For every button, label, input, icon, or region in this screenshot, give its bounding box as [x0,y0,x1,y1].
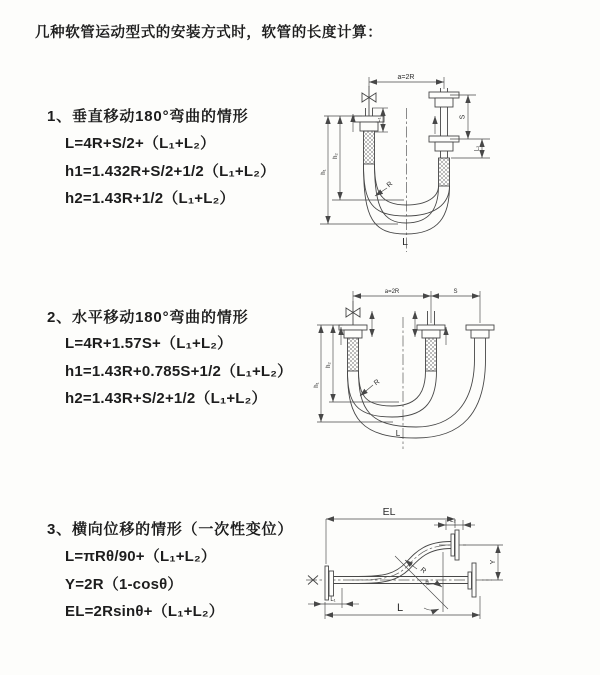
braided-hose-section [364,131,375,164]
flange [455,530,459,560]
flange [435,98,453,107]
length-label: L [396,602,404,614]
flange [472,563,476,597]
angle-theta-label: θ [425,580,429,586]
valve-icon [362,86,376,116]
dim-s-label: S [459,114,467,120]
formula-line: h2=1.43R+S/2+1/2（L₁+L₂） [65,390,267,407]
radius-label: R [418,566,428,576]
section-2-heading: 2、水平移动180°弯曲的情形 [47,309,249,326]
length-label: L [395,429,401,438]
hose-u-bend [348,359,486,438]
section-1-heading: 1、垂直移动180°弯曲的情形 [47,108,249,125]
diagram-horizontal-180-bend [303,281,600,461]
flange [471,330,489,338]
dim-l1-label: L₁ [376,117,382,123]
section-3-formulas [65,543,224,626]
left-pipe-assembly [339,325,367,371]
formula-line: L=4R+1.57S+（L₁+L₂） [65,335,233,352]
flange [417,325,445,330]
formula-line: h1=1.43R+0.785S+1/2（L₁+L₂） [65,362,293,380]
section-1-formulas [65,130,275,213]
radius-label: R [385,180,395,190]
flange [329,571,334,596]
dimension-h1-h2 [320,116,404,224]
dim-el-label: EL [382,506,396,518]
flange [344,330,362,338]
left-pipe-assembly [354,108,384,164]
formula-line: h2=1.43R+1/2（L₁+L₂） [65,190,235,207]
flange [468,572,472,589]
left-flange-assembly [325,566,358,600]
braided-hose-section [426,338,437,371]
length-label: L [402,236,408,248]
dim-a2r-label: a=2R [384,289,400,295]
flange [435,142,453,151]
dim-s-label: S [453,289,458,295]
dim-h2-label: h₂ [333,153,339,159]
section-2-formulas [65,330,292,413]
formula-line: Y=2R（1-cosθ） [65,575,183,593]
flange [422,330,440,338]
dim-l2-label: L₂ [450,518,456,524]
valve-icon [346,301,360,325]
flange [339,325,367,330]
dim-a2r-label: a=2R [397,74,415,81]
dimension-el [326,519,455,564]
braided-hose-section [348,338,359,371]
right-pipe-assembly [429,88,459,186]
dim-h2-label: h₂ [326,362,332,368]
braided-hose-section [439,158,450,186]
page-title: 几种软管运动型式的安装方式时，软管的长度计算： [35,25,383,41]
diagram-vertical-180-bend [304,64,588,260]
dim-h1-label: h₁ [314,382,320,388]
flange [451,534,455,556]
dim-y-label: Y [490,559,497,565]
dimension-s-l2 [450,95,490,158]
formula-line: L=4R+S/2+（L₁+L₂） [65,135,216,152]
radius-label: R [373,378,382,388]
right-pipe-assembly [466,325,494,359]
formula-line: L=πRθ/90+（L₁+L₂） [65,548,217,565]
dim-l1-label: L₁ [330,597,336,603]
flange [466,325,494,330]
dim-l2-label: L₂ [474,145,481,152]
dim-h1-label: h₁ [321,169,327,175]
flange [325,566,329,600]
section-3-heading: 3、横向位移的情形（一次性变位） [47,521,294,538]
formula-line: h1=1.432R+S/2+1/2（L₁+L₂） [65,162,276,180]
formula-line: EL=2Rsinθ+（L₁+L₂） [65,603,224,620]
radius-leader [360,385,373,396]
diagram-lateral-displacement [296,492,600,662]
